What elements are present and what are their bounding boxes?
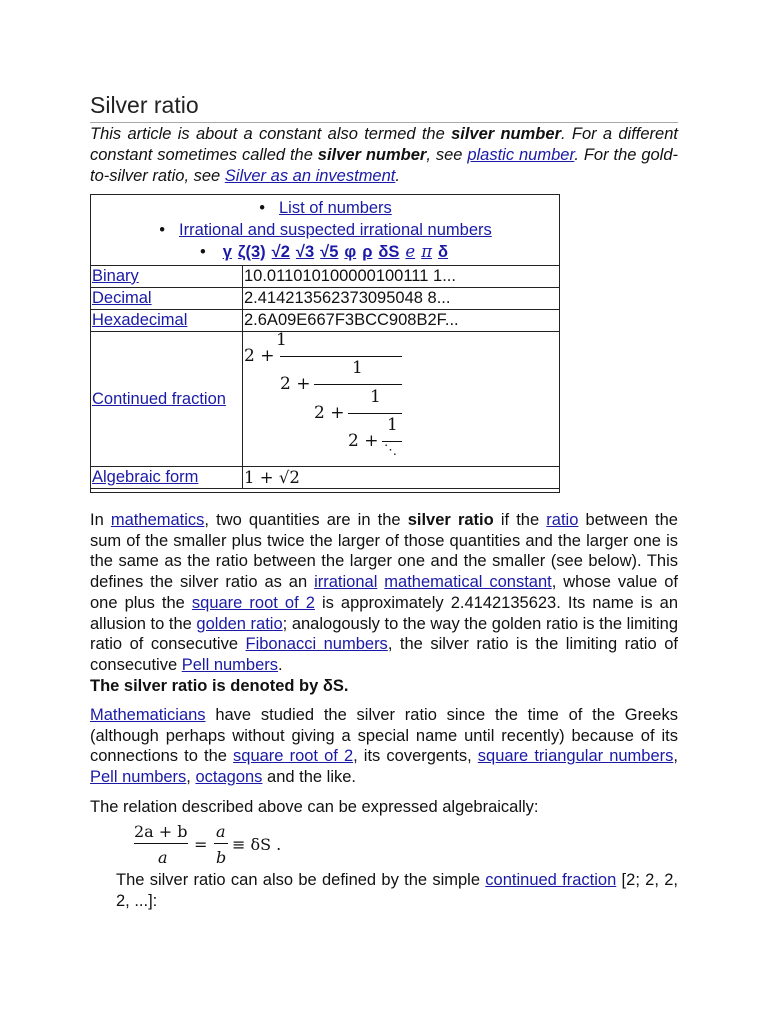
eq-rest: ≡ δS . — [232, 835, 282, 854]
continued-fraction-paragraph: The silver ratio can also be defined by the simple continued fraction [2; 2, 2, 2, ...]: — [116, 871, 678, 910]
link-octagons[interactable]: octagons — [195, 768, 263, 787]
symbol-link[interactable]: φ — [344, 243, 357, 261]
eq-fraction-bar — [134, 843, 188, 844]
link-fibonacci-numbers[interactable]: Fibonacci numbers — [245, 635, 388, 654]
history-paragraph: Mathematicians have studied the silver ratio since the time of the Greeks (although perhaps without giving a special name until recently) because of its connections to the square root of 2, its covergents, square triangular numbers, Pell numbers, octagons and the like. — [90, 706, 678, 787]
link-binary[interactable]: Binary — [92, 267, 139, 285]
cf-ellipsis: ⋱ — [384, 443, 397, 458]
symbol-link[interactable]: ζ(3) — [237, 243, 266, 261]
hatnote-bold: silver number — [317, 146, 427, 164]
cf-numerator: 1 — [352, 358, 363, 378]
eq-numerator: 2a + b — [134, 822, 188, 841]
cf-numerator: 1 — [387, 415, 398, 435]
title-divider — [90, 122, 678, 123]
cf-fraction-bar — [348, 413, 402, 414]
eq-denominator: b — [216, 848, 227, 867]
symbol-link[interactable]: √3 — [295, 243, 315, 261]
link-square-root-of-2[interactable]: square root of 2 — [233, 747, 354, 766]
term-silver-ratio: silver ratio — [407, 511, 494, 529]
eq-numerator: a — [216, 822, 226, 841]
symbol-link[interactable]: γ — [222, 243, 232, 261]
bullet: • — [199, 243, 206, 261]
link-pell-numbers[interactable]: Pell numbers — [181, 655, 279, 674]
link-decimal[interactable]: Decimal — [92, 289, 152, 307]
hatnote-text: , see — [426, 146, 468, 164]
infobox-header — [91, 195, 560, 266]
denoted-sentence: The silver ratio is denoted by δS. — [90, 676, 349, 695]
link-irrational[interactable]: irrational — [314, 573, 378, 592]
symbol-link[interactable]: √2 — [271, 243, 290, 261]
relation-paragraph: The relation described above can be expressed algebraically: — [90, 798, 539, 816]
link-ratio[interactable]: ratio — [546, 511, 579, 529]
hatnote-text: . For the gold-to-silver ratio, see — [90, 146, 679, 185]
infobox-row-hex — [91, 310, 560, 332]
hexadecimal-value: 2.6A09E667F3BCC908B2F... — [243, 310, 560, 332]
cf-fraction-bar — [314, 384, 402, 385]
symbol-link[interactable]: √5 — [320, 243, 339, 261]
infobox-row-decimal — [91, 288, 560, 310]
continued-fraction-formula — [243, 332, 560, 467]
symbol-link[interactable]: δ — [438, 243, 449, 261]
link-hexadecimal[interactable]: Hexadecimal — [92, 311, 188, 329]
infobox-row-continued-fraction — [91, 332, 560, 467]
link-mathematicians[interactable]: Mathematicians — [90, 706, 206, 724]
link-plastic-number[interactable]: plastic number — [467, 146, 575, 164]
link-mathematics[interactable]: mathematics — [110, 511, 205, 529]
nav-list-of-numbers[interactable]: List of numbers — [278, 199, 392, 217]
symbol-links — [92, 241, 559, 263]
eq-equals: = — [194, 835, 208, 854]
symbol-link[interactable]: ρ — [362, 243, 373, 261]
hatnote-text: . — [395, 167, 400, 185]
link-square-root-of-2[interactable]: square root of 2 — [191, 593, 315, 612]
cf-term: 2 + — [314, 403, 345, 423]
hatnote-bold: silver number — [451, 125, 561, 143]
eq-denominator: a — [158, 848, 168, 867]
hatnote-text: . For a different constant sometimes called the — [90, 125, 678, 164]
link-continued-fraction[interactable]: continued fraction — [485, 871, 617, 889]
infobox-footer — [91, 489, 560, 493]
nav-irrational-numbers[interactable]: Irrational and suspected irrational numbers — [179, 221, 492, 239]
cf-numerator: 1 — [370, 387, 381, 407]
infobox-row-binary — [91, 266, 560, 288]
page-title: Silver ratio — [90, 92, 199, 118]
link-golden-ratio[interactable]: golden ratio — [196, 614, 283, 633]
cf-fraction-bar — [382, 441, 402, 442]
cf-numerator: 1 — [276, 330, 287, 350]
bullet: • — [259, 199, 265, 217]
hatnote — [90, 124, 678, 187]
cf-fraction-bar — [280, 356, 402, 357]
link-algebraic-form[interactable]: Algebraic form — [92, 468, 199, 486]
binary-value: 10.011010100000100111 1... — [243, 266, 560, 288]
symbol-link[interactable]: π — [421, 242, 433, 261]
cf-term: 2 + — [280, 374, 311, 394]
link-pell-numbers[interactable]: Pell numbers — [90, 768, 187, 787]
decimal-value: 2.414213562373095048 8... — [243, 288, 560, 310]
symbol-link[interactable]: δS — [378, 243, 400, 261]
link-mathematical-constant[interactable]: mathematical constant — [384, 573, 552, 592]
link-silver-investment[interactable]: Silver as an investment — [224, 167, 396, 185]
eq-fraction-bar — [214, 843, 228, 844]
cf-term: 2 + — [244, 346, 275, 366]
link-continued-fraction[interactable]: Continued fraction — [92, 389, 226, 408]
bullet: • — [159, 221, 165, 239]
algebraic-value: 1 + √2 — [243, 467, 560, 489]
infobox-row-algebraic — [91, 467, 560, 489]
link-square-triangular-numbers[interactable]: square triangular numbers — [477, 747, 674, 766]
symbol-link[interactable]: e — [405, 242, 416, 261]
cf-term: 2 + — [348, 431, 379, 451]
intro-paragraph: In mathematics, two quantities are in the silver ratio if the ratio between the sum of the smaller plus twice the larger of those quantities and the larger one is the same as the ratio between the larger one and the smaller (see below). This defines the silver ratio as an irrational mathematical constant, whose value of one plus the square root of 2 is approximately 2.4142135623. Its name is an allusion to the golden ratio; analogously to the way the golden ratio is the limiting ratio of consecutive Fibonacci numbers, the silver ratio is the limiting ratio of consecutive Pell numbers. The silver ratio is denoted by δS. — [90, 511, 678, 695]
hatnote-text: This article is about a constant also termed the — [90, 125, 452, 143]
infobox — [90, 194, 560, 493]
